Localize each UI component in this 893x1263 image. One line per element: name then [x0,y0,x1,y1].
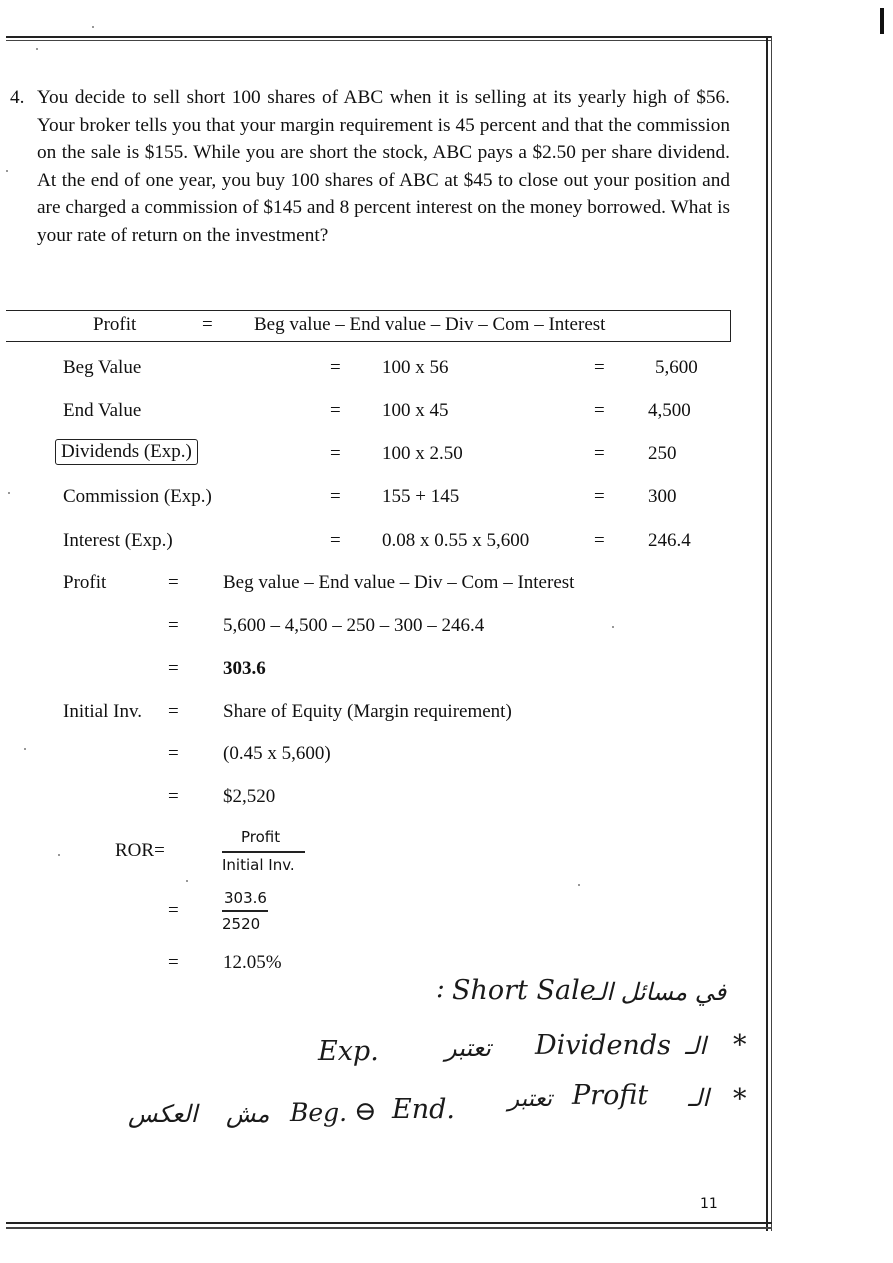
note-profit: Profit [572,1080,649,1111]
ror-value-bar [222,910,268,912]
initial-inv-equals: = [168,786,179,807]
top-rule-inner [6,40,772,41]
scan-speck [8,492,10,494]
item-calc: 100 x 45 [382,400,449,421]
note-beg: Beg. [290,1098,348,1127]
formula-label: Profit [93,314,137,335]
ror-fraction-denominator: Initial Inv. [222,856,295,874]
item-equals: = [594,357,605,378]
bottom-rule [6,1222,772,1224]
formula-expression: Beg value – End value – Div – Com – Interest [254,314,606,335]
problem-number: 4. [10,87,25,108]
initial-inv-equals: = [168,743,179,764]
scan-speck [24,748,26,750]
initial-inv-substitution: (0.45 x 5,600) [223,743,331,764]
item-equals: = [330,486,341,507]
scan-speck [6,170,8,172]
note-colon: : [436,974,445,1004]
ror-equals: = [168,952,179,973]
note-end: End. [392,1094,455,1125]
profit-equals: = [168,615,179,636]
item-calc: 0.08 x 0.55 x 5,600 [382,530,530,551]
right-rule-inner [771,36,772,1231]
item-equals: = [330,400,341,421]
profit-equals: = [168,658,179,679]
initial-inv-label: Initial Inv. [63,701,142,722]
top-rule [6,36,772,38]
profit-substitution: 5,600 – 4,500 – 250 – 300 – 246.4 [223,615,485,636]
right-rule [766,36,768,1231]
note-short-sale: Short Sale [452,975,596,1006]
profit-result: 303.6 [223,658,266,679]
formula-equals: = [202,314,213,335]
item-label: End Value [63,400,142,421]
note-arabic: تعتبر [445,1034,491,1062]
bottom-rule-inner [6,1227,772,1229]
profit-label: Profit [63,572,107,593]
scan-speck [612,626,614,628]
note-exp: Exp. [318,1036,379,1067]
item-result: 5,600 [655,357,698,378]
item-equals: = [330,357,341,378]
note-minus-symbol: ⊖ [354,1096,377,1127]
item-result: 246.4 [648,530,691,551]
note-arabic: العكس [128,1100,198,1128]
item-equals: = [330,530,341,551]
profit-formula-box [6,310,731,342]
note-arabic: في مسائل الـ [592,978,727,1006]
problem-text: You decide to sell short 100 shares of ABC when it is selling at its yearly high of $56. Your broker tells you that your margin requirement is 45 percent and that the commission on the sale is $155. While you are short the stock, ABC pays a $2.50 per share dividend. At the end of one year, you buy 100 shares of ABC at $45 to close out your position and are charged a commission of $145 and 8 percent interest on the money borrowed. What is your rate of return on the investment? [37,87,730,246]
problem-statement [10,84,730,250]
profit-equals: = [168,572,179,593]
item-equals: = [330,443,341,464]
item-result: 4,500 [648,400,691,421]
initial-inv-formula: Share of Equity (Margin requirement) [223,701,512,722]
note-dividends: Dividends [535,1030,671,1061]
item-label-boxed: Dividends (Exp.) [55,439,198,465]
ror-fraction-bar [222,851,305,853]
scan-speck [186,880,188,882]
note-star: * [733,1030,747,1061]
ror-fraction-numerator: Profit [241,828,281,846]
scan-speck [58,854,60,856]
item-equals: = [594,443,605,464]
item-calc: 100 x 56 [382,357,449,378]
note-arabic: الـ [688,1084,710,1112]
note-arabic: مش [226,1100,270,1128]
page-number: 11 [700,1196,718,1212]
item-equals: = [594,400,605,421]
item-label: Interest (Exp.) [63,530,173,551]
item-equals: = [594,530,605,551]
scan-speck [92,26,94,28]
item-calc: 155 + 145 [382,486,460,507]
note-arabic: تعتبر [508,1086,553,1112]
item-result: 250 [648,443,677,464]
initial-inv-equals: = [168,701,179,722]
ror-value-numerator: 303.6 [224,889,267,907]
ror-equals: = [168,900,179,921]
item-calc: 100 x 2.50 [382,443,463,464]
item-result: 300 [648,486,677,507]
ror-label: ROR= [115,840,165,861]
item-label: Beg Value [63,357,142,378]
note-star: * [733,1084,747,1115]
page-edge-mark [880,8,884,34]
scan-speck [36,48,38,50]
note-arabic: الـ [685,1032,707,1060]
item-equals: = [594,486,605,507]
ror-value-denominator: 2520 [222,915,261,933]
ror-result: 12.05% [223,952,282,973]
item-label: Commission (Exp.) [63,486,212,507]
scan-speck [578,884,580,886]
profit-formula: Beg value – End value – Div – Com – Interest [223,572,575,593]
initial-inv-result: $2,520 [223,786,276,807]
